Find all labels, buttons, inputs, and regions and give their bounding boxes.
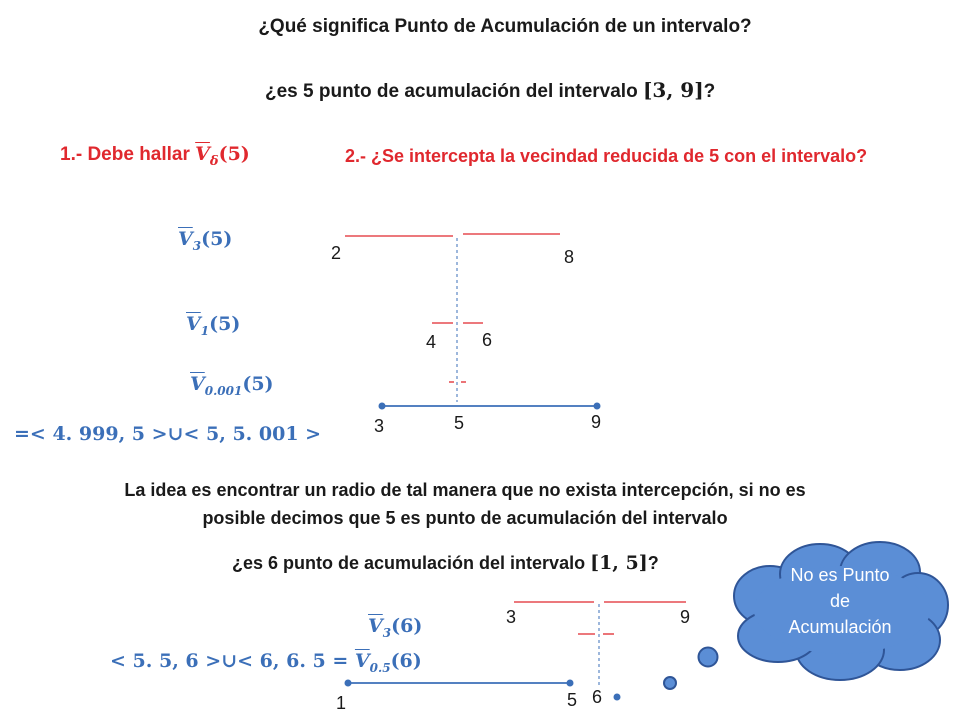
step-1-v: $\overline{V}$ xyxy=(195,143,210,165)
v3-symbol: $\overline{V}$ xyxy=(178,228,193,250)
diagram-1-label-9: 9 xyxy=(591,412,602,432)
question-2-text: ¿es 6 punto de acumulación del intervalo xyxy=(232,553,591,573)
diagram-1-label-4: 4 xyxy=(426,332,437,352)
v1-symbol: $\overline{V}$ xyxy=(186,313,201,335)
step-1-label: 1.- Debe hallar xyxy=(60,144,196,165)
cloud-line-3: Acumulación xyxy=(788,617,892,637)
union-expression-1: =< 4. 999, 5 >∪< 5, 5. 001 > xyxy=(14,423,322,445)
v0001-sub: 0.001 xyxy=(204,383,243,398)
v3-6-symbol: $\overline{V}$ xyxy=(368,615,383,637)
interval-1-5-end-point xyxy=(567,680,574,687)
v1-arg: (5) xyxy=(209,313,241,335)
diagram-1-label-6: 6 xyxy=(482,330,493,350)
idea-line-1: La idea es encontrar un radio de tal manera que no exista intercepción, si no es xyxy=(124,480,806,500)
question-1-end: ? xyxy=(703,81,716,102)
diagram-1-label-2: 2 xyxy=(331,243,342,263)
diagram-1-label-8: 8 xyxy=(564,247,575,267)
idea-line-2: posible decimos que 5 es punto de acumulación del intervalo xyxy=(202,508,728,528)
union-2-sub: 0.5 xyxy=(369,660,391,675)
union-2-text: < 5. 5, 6 >∪< 6, 6. 5 = xyxy=(110,650,355,672)
v3-6-arg: (6) xyxy=(391,615,423,637)
question-1-interval: [3, 9] xyxy=(642,78,704,102)
question-2-end: ? xyxy=(647,553,659,573)
diagram-1-label-5: 5 xyxy=(454,413,465,433)
diagram-2-label-3: 3 xyxy=(506,607,517,627)
v3-sub: 3 xyxy=(192,238,202,253)
v0001-arg: (5) xyxy=(242,373,274,395)
diagram-1-label-3: 3 xyxy=(374,416,385,436)
diagram-2-red-segments xyxy=(514,602,686,634)
step-2: 2.- ¿Se intercepta la vecindad reducida de 5 con el intervalo? xyxy=(345,146,868,166)
step-1-sub: δ xyxy=(209,153,219,169)
union-2-v: $\overline{V}$ xyxy=(354,650,370,672)
diagram-2-label-6: 6 xyxy=(592,687,603,707)
step-1-arg: (5) xyxy=(218,143,250,165)
question-1-text: ¿es 5 punto de acumulación del intervalo xyxy=(265,81,643,102)
cloud-line-1: No es Punto xyxy=(790,565,890,585)
union-2-arg: (6) xyxy=(390,650,422,672)
v3-arg: (5) xyxy=(201,228,233,250)
v3-6-sub: 3 xyxy=(382,625,392,640)
v0001-symbol: $\overline{V}$ xyxy=(190,373,205,395)
diagram-2-label-9: 9 xyxy=(680,607,691,627)
diagram-2-label-5: 5 xyxy=(567,690,578,710)
diagram-2-label-1: 1 xyxy=(336,693,347,713)
interval-1-5-start-point xyxy=(345,680,352,687)
cloud-line-2: de xyxy=(829,591,851,611)
page-title: ¿Qué significa Punto de Acumulación de un intervalo? xyxy=(258,16,752,37)
question-2-interval: [1, 5] xyxy=(590,552,648,574)
v1-sub: 1 xyxy=(200,323,210,338)
